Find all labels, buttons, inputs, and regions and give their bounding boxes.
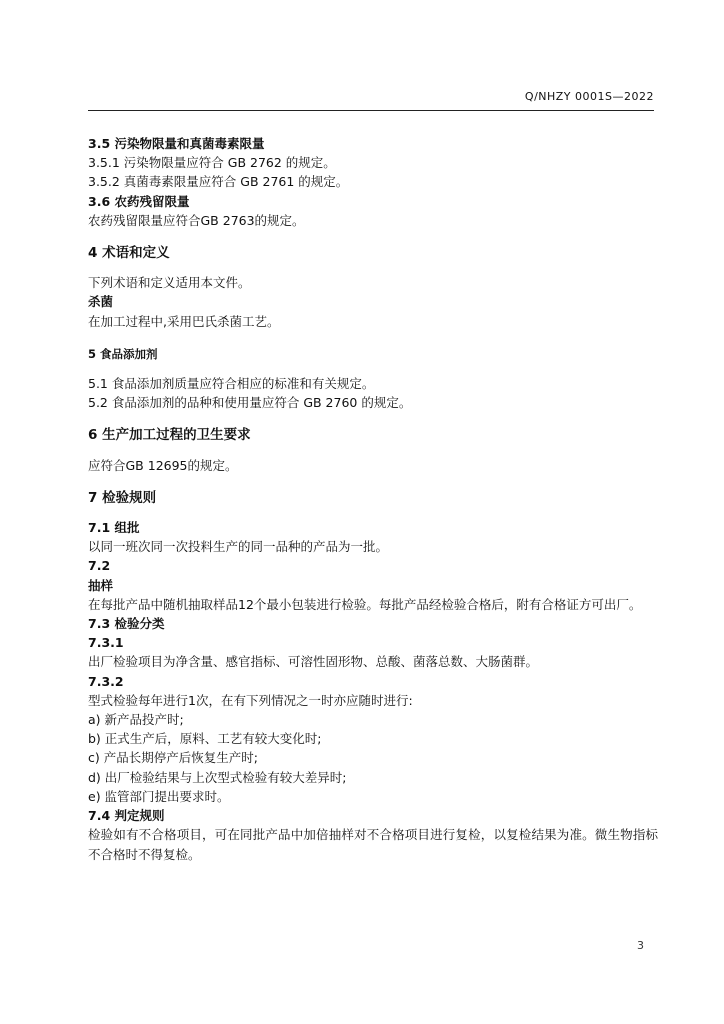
chapter-6-heading: 6 生产加工过程的卫生要求: [88, 427, 251, 444]
list-item-a: a) 新产品投产时;: [88, 712, 184, 728]
chapter-7-heading: 7 检验规则: [88, 489, 157, 506]
page-number: 3: [637, 939, 644, 952]
chapter-5-heading: 5 食品添加剂: [88, 346, 158, 361]
section-3-5-heading: 3.5 污染物限量和真菌毒素限量: [88, 136, 265, 151]
section-7-3-2-body: 型式检验每年进行1次，在有下列情况之一时亦应随时进行:: [88, 692, 413, 708]
chapter-4-heading: 4 术语和定义: [88, 245, 170, 262]
section-5-1: 5.1 食品添加剂质量应符合相应的标准和有关规定。: [88, 376, 375, 392]
section-3-6-heading: 3.6 农药残留限量: [88, 193, 190, 209]
standard-code: Q/NHZY 0001S—2022: [524, 90, 654, 103]
section-7-3-1-number: 7.3.1: [88, 635, 124, 651]
section-7-2-body: 在每批产品中随机抽取样品12个最小包装进行检验。每批产品经检验合格后，附有合格证方可出厂。: [88, 596, 642, 612]
list-item-d: d) 出厂检验结果与上次型式检验有较大差异时;: [88, 769, 347, 785]
section-3-5-1: 3.5.1 污染物限量应符合 GB 2762 的规定。: [88, 155, 336, 171]
list-item-c: c) 产品长期停产后恢复生产时;: [88, 750, 258, 766]
section-7-3-1-body: 出厂检验项目为净含量、感官指标、可溶性固形物、总酸、菌落总数、大肠菌群。: [88, 654, 539, 670]
section-7-2-number: 7.2: [88, 558, 111, 574]
chapter-4-intro: 下列术语和定义适用本文件。: [88, 275, 251, 291]
section-7-3-2-number: 7.3.2: [88, 673, 124, 689]
term-sterilization: 杀菌: [88, 294, 114, 310]
section-7-1-body: 以同一班次同一次投料生产的同一品种的产品为一批。: [88, 539, 389, 555]
section-7-4-heading: 7.4 判定规则: [88, 808, 165, 824]
chapter-6-body: 应符合GB 12695的规定。: [88, 457, 238, 473]
section-3-6-body: 农药残留限量应符合GB 2763的规定。: [88, 212, 305, 228]
section-7-4-body: 检验如有不合格项目，可在同批产品中加倍抽样对不合格项目进行复检，以复检结果为准。微生物指标不合格时不得复检。: [88, 827, 658, 862]
term-sterilization-definition: 在加工过程中,采用巴氏杀菌工艺。: [88, 313, 280, 329]
document-body: [88, 134, 658, 864]
header-rule: [88, 110, 654, 111]
section-7-3-heading: 7.3 检验分类: [88, 616, 165, 632]
list-item-b: b) 正式生产后，原料、工艺有较大变化时;: [88, 731, 322, 747]
section-7-1-heading: 7.1 组批: [88, 520, 140, 536]
list-item-e: e) 监管部门提出要求时。: [88, 788, 230, 804]
section-5-2: 5.2 食品添加剂的品种和使用量应符合 GB 2760 的规定。: [88, 395, 412, 411]
section-3-5-2: 3.5.2 真菌毒素限量应符合 GB 2761 的规定。: [88, 174, 349, 190]
section-7-2-title: 抽样: [88, 577, 114, 593]
